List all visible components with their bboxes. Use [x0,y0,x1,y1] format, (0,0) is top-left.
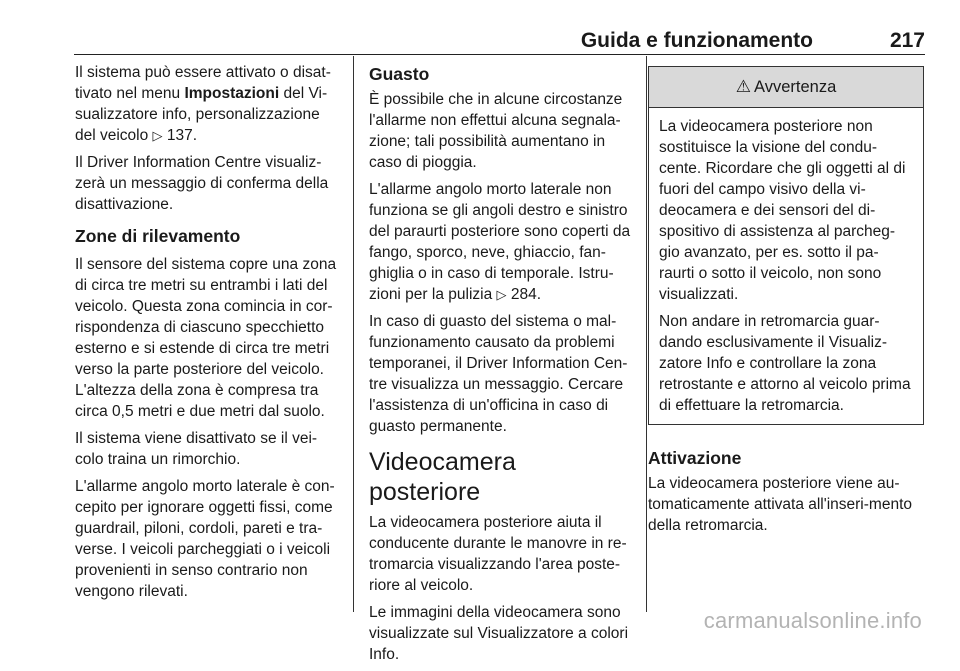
paragraph: Le immagini della videocamera sono visualizzate sul Visualizzatore a colori Info. [369,604,629,663]
paragraph: È possibile che in alcune circostanze l'allarme non effettui alcuna segnala-zione; tali possibilità aumentano in caso di pioggia. [369,91,623,171]
warning-box [648,66,924,425]
paragraph: L'allarme angolo morto laterale è con-cepito per ignorare oggetti fissi, come guardrail, piloni, cordoli, pareti e tra-verse. I veicoli parcheggiati o i veicoli provenienti in senso contrario non vengono rilevati. [75,478,335,600]
paragraph: La videocamera posteriore aiuta il conducente durante le manovre in re-tromarcia visualizzando l'area poste-riore al veicolo. [369,514,627,594]
column-divider-2 [646,56,647,612]
column-1 [75,62,342,608]
page-number: 217 [889,29,925,52]
warning-body [649,108,923,424]
section-heading: Guasto [369,64,430,84]
column-2 [369,62,633,671]
paragraph: Il sistema viene disattivato se il vei-colo traina un rimorchio. [75,430,318,468]
paragraph: La videocamera posteriore viene au-tomaticamente attivata all'inseri-mento della retromarcia. [648,475,912,534]
watermark: carmanualsonline.info [703,608,922,633]
page-ref[interactable]: 137. [166,127,198,144]
menu-name: Impostazioni [184,85,280,102]
warning-triangle-icon: ⚠ [735,77,751,96]
paragraph: In caso di guasto del sistema o mal-funzionamento causato da problemi temporanei, il Driver Information Cen-tre visualizza un messaggio. Cercare l'assistenza di un'officina in caso di guasto permanente. [369,313,628,435]
page-ref[interactable]: 284. [510,286,541,303]
paragraph: Il sensore del sistema copre una zona di circa tre metri su entrambi i lati del veicolo. Questa zona comincia in cor-rispondenza di ciascuno specchietto esterno e si estende di circa tre metri verso la parte posteriore del veicolo. L'altezza della zona è compresa tra circa 0,5 metri e due metri dal suolo. [75,256,337,420]
page-ref-arrow-icon: ▷ [496,287,507,302]
warning-title: Avvertenza [754,78,837,96]
column-3 [648,62,924,542]
warning-header [649,67,923,108]
page-header [74,28,925,55]
paragraph: Il Driver Information Centre visualiz-zerà un messaggio di conferma della disattivazione. [75,154,329,213]
page-ref-arrow-icon: ▷ [152,128,163,143]
header-title: Guida e funzionamento [580,29,813,52]
paragraph: L'allarme angolo morto laterale non funziona se gli angoli destro e sinistro del paraurti posteriore sono coperti da fango, sporco, neve, ghiaccio, fan-ghiglia o in caso di temporale. Istru-zioni per la pulizia ▷ 284. [369,181,631,303]
paragraph: La videocamera posteriore non sostituisce la visione del condu-cente. Ricordare che gli oggetti al di fuori del campo visivo della vi-deocamera e dei sensori del di-spositivo di assistenza al parcheg-gio avanzato, per es. sotto il pa-raurti o sotto il veicolo, non sono visualizzati. [659,118,906,303]
section-heading: Attivazione [648,448,742,468]
chapter-title: Videocamera posteriore [369,448,516,506]
section-heading: Zone di rilevamento [75,226,241,246]
column-divider-1 [353,56,354,612]
paragraph: Non andare in retromarcia guar-dando esclusivamente il Visualiz-zatore Info e controllare la zona retrostante e attorno al veicolo prima di effettuare la retromarcia. [659,313,911,414]
paragraph: Il sistema può essere attivato o disat-tivato nel menu Impostazioni del Vi-sualizzatore info, personalizzazione del veicolo ▷ 137. [75,64,331,144]
